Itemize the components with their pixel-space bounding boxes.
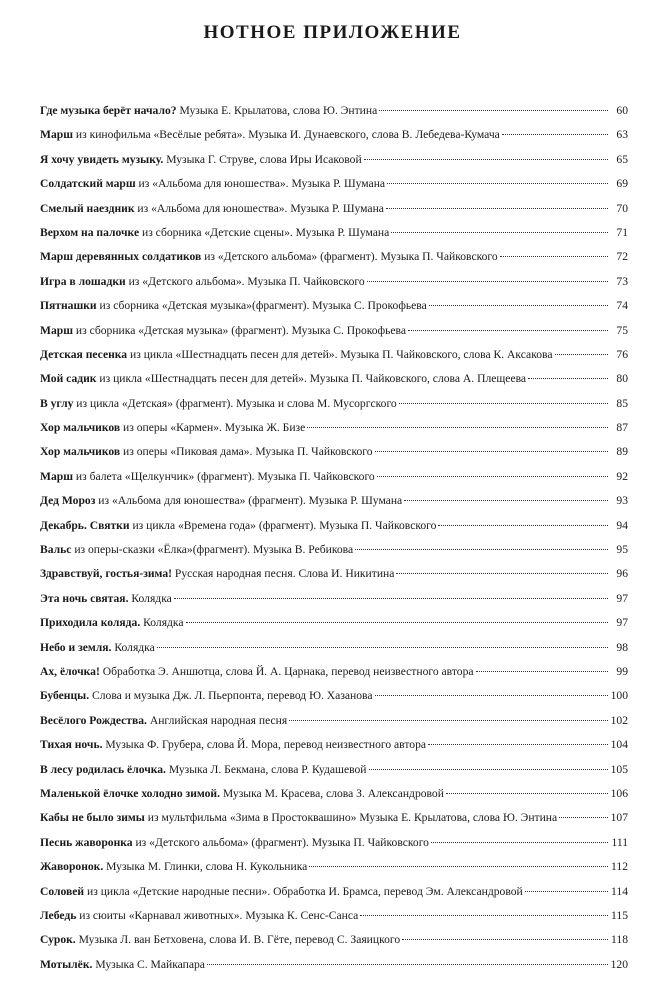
toc-entry-description: из сборника «Детские сцены». Музыка Р. Шумана bbox=[139, 225, 390, 239]
toc-entry-description: из сборника «Детская музыка» (фрагмент). Музыка С. Прокофьева bbox=[72, 323, 407, 337]
toc-entry-title bbox=[40, 226, 389, 239]
toc-entry-description: из «Альбома для юношества». Музыка Р. Шумана bbox=[135, 177, 386, 191]
dot-leader bbox=[446, 793, 608, 794]
dot-leader bbox=[207, 964, 608, 965]
toc-entry bbox=[40, 714, 628, 738]
page-number: 92 bbox=[616, 469, 628, 483]
toc-entry-bold-title: Марш bbox=[40, 469, 73, 483]
toc-entry-title bbox=[40, 787, 444, 800]
toc-entry-title bbox=[40, 348, 553, 361]
toc-entry-bold-title: Эта ночь святая. bbox=[40, 591, 129, 605]
toc-entry-title bbox=[40, 689, 373, 702]
page-number: 89 bbox=[616, 445, 628, 459]
toc-entry-title bbox=[40, 958, 205, 971]
dot-leader bbox=[157, 647, 608, 648]
toc-entry-description: из сюиты «Карнавал животных». Музыка К. Сенс-Санса bbox=[76, 908, 359, 922]
toc-entry-bold-title: Приходила коляда. bbox=[40, 616, 141, 630]
page-number: 70 bbox=[616, 201, 628, 215]
toc-entry-bold-title: В углу bbox=[40, 396, 74, 410]
toc-entry-bold-title: Марш bbox=[40, 128, 73, 142]
dot-leader bbox=[402, 939, 608, 940]
toc-entry-description: из цикла «Времена года» (фрагмент). Музыка П. Чайковского bbox=[129, 518, 437, 532]
toc-entry bbox=[40, 104, 628, 128]
toc-entry-description: Английская народная песня bbox=[146, 713, 288, 727]
toc-entry bbox=[40, 153, 628, 177]
toc-entry-description: из цикла «Детская» (фрагмент). Музыка и слова М. Мусоргского bbox=[73, 396, 397, 410]
dot-leader bbox=[429, 305, 608, 306]
page-number: 93 bbox=[616, 494, 628, 508]
page-number: 94 bbox=[616, 518, 628, 532]
page-number: 63 bbox=[616, 128, 628, 142]
toc-entry-description: из «Альбома для юношества» (фрагмент). Музыка Р. Шумана bbox=[95, 494, 403, 508]
dot-leader bbox=[555, 354, 608, 355]
dot-leader bbox=[369, 769, 609, 770]
dot-leader bbox=[375, 451, 608, 452]
page-number: 115 bbox=[611, 908, 628, 922]
page-number: 73 bbox=[616, 274, 628, 288]
toc-entry-title bbox=[40, 299, 427, 312]
toc-entry bbox=[40, 641, 628, 665]
page-number: 97 bbox=[616, 591, 628, 605]
toc-entry-title bbox=[40, 324, 406, 337]
toc-entry-title bbox=[40, 494, 402, 507]
toc-entry-description: из «Альбома для юношества». Музыка Р. Шумана bbox=[134, 201, 384, 215]
page-number: 102 bbox=[610, 713, 628, 727]
toc-entry-bold-title: Тихая ночь. bbox=[40, 738, 103, 752]
toc-entry-description: Обработка Э. Аншютца, слова Й. А. Царнака, перевод неизвестного автора bbox=[99, 664, 474, 678]
page-number: 114 bbox=[611, 884, 628, 898]
dot-leader bbox=[476, 671, 608, 672]
toc-entry bbox=[40, 348, 628, 372]
toc-entry bbox=[40, 787, 628, 811]
toc-entry-bold-title: Здравствуй, гостья-зима! bbox=[40, 567, 173, 581]
toc-entry-bold-title: Игра в лошадки bbox=[40, 274, 126, 288]
dot-leader bbox=[528, 378, 608, 379]
toc-entry bbox=[40, 324, 628, 348]
toc-entry-title bbox=[40, 860, 307, 873]
toc-entry-title bbox=[40, 445, 373, 458]
toc-entry-description: Музыка М. Красева, слова З. Александровой bbox=[220, 786, 444, 800]
toc-entry-bold-title: Хор мальчиков bbox=[40, 421, 121, 435]
toc-entry-bold-title: Жаворонок. bbox=[40, 860, 104, 874]
dot-leader bbox=[375, 695, 608, 696]
toc-entry-title bbox=[40, 275, 365, 288]
dot-leader bbox=[408, 330, 608, 331]
toc-entry-description: Музыка Е. Крылатова, слова Ю. Энтина bbox=[176, 104, 378, 117]
dot-leader bbox=[525, 891, 608, 892]
dot-leader bbox=[404, 500, 608, 501]
page-number: 85 bbox=[616, 396, 628, 410]
toc-entry-bold-title: Солдатский марш bbox=[40, 177, 136, 191]
dot-leader bbox=[559, 817, 608, 818]
toc-entry-bold-title: Соловей bbox=[40, 884, 85, 898]
toc-entry-bold-title: Детская песенка bbox=[40, 347, 128, 361]
page-number: 112 bbox=[611, 860, 628, 874]
toc-entry bbox=[40, 811, 628, 835]
dot-leader bbox=[399, 403, 608, 404]
toc-entry bbox=[40, 885, 628, 909]
toc-entry-description: из оперы «Пиковая дама». Музыка П. Чайковского bbox=[120, 445, 373, 459]
toc-entry-description: из цикла «Детские народные песни». Обработка И. Брамса, перевод Эм. Александровой bbox=[84, 884, 523, 898]
table-of-contents bbox=[40, 104, 628, 982]
toc-entry-title bbox=[40, 933, 400, 946]
toc-entry-bold-title: Верхом на палочке bbox=[40, 225, 140, 239]
toc-entry-description: Музыка Г. Струве, слова Иры Исаковой bbox=[163, 152, 362, 166]
toc-entry-description: Слова и музыка Дж. Л. Пьерпонта, перевод Ю. Хазанова bbox=[89, 689, 373, 703]
toc-entry bbox=[40, 445, 628, 469]
page-number: 71 bbox=[616, 225, 628, 239]
dot-leader bbox=[438, 525, 608, 526]
toc-entry-description: Колядка bbox=[128, 591, 172, 605]
toc-entry bbox=[40, 763, 628, 787]
page-number: 69 bbox=[616, 177, 628, 191]
toc-entry-description: Музыка М. Глинки, слова Н. Кукольника bbox=[103, 860, 308, 874]
toc-entry-description: из цикла «Шестнадцать песен для детей». Музыка П. Чайковского, слова К. Аксакова bbox=[127, 347, 553, 361]
page-number: 98 bbox=[616, 640, 628, 654]
toc-entry-bold-title: Марш деревянных солдатиков bbox=[40, 250, 202, 264]
dot-leader bbox=[431, 842, 608, 843]
toc-entry-description: из цикла «Шестнадцать песен для детей». Музыка П. Чайковского, слова А. Плещеева bbox=[96, 372, 527, 386]
toc-entry-description: Колядка bbox=[140, 616, 184, 630]
toc-entry-bold-title: Маленькой ёлочке холодно зимой. bbox=[40, 786, 220, 800]
dot-leader bbox=[174, 598, 608, 599]
dot-leader bbox=[355, 549, 608, 550]
page-number: 65 bbox=[616, 152, 628, 166]
page-title: НОТНОЕ ПРИЛОЖЕНИЕ bbox=[203, 22, 462, 43]
toc-entry-description: Русская народная песня. Слова И. Никитина bbox=[172, 567, 395, 581]
dot-leader bbox=[289, 720, 608, 721]
toc-entry-title bbox=[40, 567, 394, 580]
page-number: 60 bbox=[616, 104, 628, 117]
dot-leader bbox=[377, 476, 608, 477]
toc-entry-title bbox=[40, 372, 526, 385]
toc-entry-description: из оперы-сказки «Ёлка»(фрагмент). Музыка В. Ребикова bbox=[71, 543, 354, 557]
toc-entry-bold-title: Я хочу увидеть музыку. bbox=[40, 152, 164, 166]
toc-entry-bold-title: Вальс bbox=[40, 543, 72, 557]
toc-entry-description: из мультфильма «Зима в Простоквашино» Музыка Е. Крылатова, слова Ю. Энтина bbox=[144, 811, 558, 825]
toc-entry-description: из «Детского альбома» (фрагмент). Музыка П. Чайковского bbox=[132, 835, 429, 849]
toc-entry-title bbox=[40, 202, 384, 215]
toc-entry bbox=[40, 397, 628, 421]
toc-entry-description: из оперы «Кармен». Музыка Ж. Бизе bbox=[120, 421, 306, 435]
toc-entry-title bbox=[40, 811, 557, 824]
toc-entry bbox=[40, 836, 628, 860]
toc-entry bbox=[40, 592, 628, 616]
page-number: 107 bbox=[610, 811, 628, 825]
page-number: 95 bbox=[616, 543, 628, 557]
toc-entry-description: из кинофильма «Весёлые ребята». Музыка И. Дунаевского, слова В. Лебедева-Кумача bbox=[72, 128, 500, 142]
toc-entry-bold-title: Ах, ёлочка! bbox=[40, 664, 100, 678]
page-number: 99 bbox=[616, 664, 628, 678]
page-number: 76 bbox=[616, 347, 628, 361]
toc-entry bbox=[40, 543, 628, 567]
toc-entry bbox=[40, 202, 628, 226]
toc-entry-description: Музыка Л. ван Бетховена, слова И. В. Гёте, перевод С. Заяицкого bbox=[75, 933, 401, 947]
toc-entry-description: из «Детского альбома» (фрагмент). Музыка П. Чайковского bbox=[201, 250, 498, 264]
toc-entry-bold-title: Сурок. bbox=[40, 933, 76, 947]
page-number: 96 bbox=[616, 567, 628, 581]
toc-entry-title bbox=[40, 616, 184, 629]
toc-entry-bold-title: Хор мальчиков bbox=[40, 445, 121, 459]
toc-entry bbox=[40, 226, 628, 250]
toc-entry-title bbox=[40, 885, 523, 898]
dot-leader bbox=[502, 134, 608, 135]
dot-leader bbox=[396, 573, 608, 574]
page-number: 87 bbox=[616, 421, 628, 435]
dot-leader bbox=[379, 110, 608, 111]
toc-entry-title bbox=[40, 543, 353, 556]
toc-entry-bold-title: Весёлого Рождества. bbox=[40, 713, 147, 727]
page-number: 80 bbox=[616, 372, 628, 386]
toc-entry-title bbox=[40, 153, 362, 166]
toc-entry-bold-title: В лесу родилась ёлочка. bbox=[40, 762, 166, 776]
toc-entry bbox=[40, 372, 628, 396]
toc-entry-title bbox=[40, 519, 436, 532]
toc-entry bbox=[40, 177, 628, 201]
toc-entry-title bbox=[40, 470, 375, 483]
dot-leader bbox=[387, 183, 608, 184]
toc-entry-bold-title: Небо и земля. bbox=[40, 640, 112, 654]
toc-entry-description: Колядка bbox=[111, 640, 155, 654]
toc-entry bbox=[40, 494, 628, 518]
toc-entry-bold-title: Смелый наездник bbox=[40, 201, 135, 215]
dot-leader bbox=[500, 256, 608, 257]
toc-entry-title bbox=[40, 714, 287, 727]
toc-entry-bold-title: Бубенцы. bbox=[40, 689, 90, 703]
toc-entry-title bbox=[40, 665, 474, 678]
toc-entry bbox=[40, 860, 628, 884]
page-number: 100 bbox=[610, 689, 628, 703]
toc-entry-title bbox=[40, 397, 397, 410]
toc-entry-description: из «Детского альбома». Музыка П. Чайковского bbox=[125, 274, 365, 288]
page-number: 105 bbox=[610, 762, 628, 776]
toc-entry-description: Музыка Л. Бекмана, слова Р. Кудашевой bbox=[165, 762, 367, 776]
dot-leader bbox=[367, 281, 608, 282]
toc-entry bbox=[40, 470, 628, 494]
page-number: 120 bbox=[610, 957, 628, 971]
toc-entry-bold-title: Лебедь bbox=[40, 908, 77, 922]
toc-entry-title bbox=[40, 909, 358, 922]
toc-entry bbox=[40, 275, 628, 299]
toc-entry-title bbox=[40, 250, 498, 263]
toc-entry-bold-title: Где музыка берёт начало? bbox=[40, 104, 177, 117]
toc-entry bbox=[40, 958, 628, 982]
toc-entry-title bbox=[40, 104, 377, 117]
toc-entry bbox=[40, 128, 628, 152]
toc-entry bbox=[40, 250, 628, 274]
toc-entry-bold-title: Мотылёк. bbox=[40, 957, 93, 971]
page-number: 74 bbox=[616, 299, 628, 313]
toc-entry-bold-title: Дед Мороз bbox=[40, 494, 96, 508]
toc-entry-bold-title: Мой садик bbox=[40, 372, 97, 386]
toc-entry-title bbox=[40, 641, 155, 654]
page-number: 97 bbox=[616, 616, 628, 630]
toc-entry bbox=[40, 421, 628, 445]
dot-leader bbox=[360, 915, 608, 916]
page-number: 72 bbox=[616, 250, 628, 264]
toc-entry-title bbox=[40, 836, 429, 849]
dot-leader bbox=[364, 159, 608, 160]
toc-entry-title bbox=[40, 763, 367, 776]
toc-entry bbox=[40, 299, 628, 323]
toc-entry bbox=[40, 689, 628, 713]
dot-leader bbox=[186, 622, 608, 623]
dot-leader bbox=[428, 744, 608, 745]
dot-leader bbox=[309, 866, 608, 867]
toc-entry bbox=[40, 665, 628, 689]
toc-entry bbox=[40, 519, 628, 543]
toc-entry-bold-title: Пятнашки bbox=[40, 299, 97, 313]
page-number: 111 bbox=[611, 835, 628, 849]
dot-leader bbox=[307, 427, 608, 428]
toc-entry-bold-title: Марш bbox=[40, 323, 73, 337]
toc-entry bbox=[40, 616, 628, 640]
toc-entry bbox=[40, 933, 628, 957]
toc-entry bbox=[40, 738, 628, 762]
toc-entry-description: Музыка Ф. Грубера, слова Й. Мора, перевод неизвестного автора bbox=[102, 738, 427, 752]
toc-entry-bold-title: Декабрь. Святки bbox=[40, 518, 130, 532]
toc-entry bbox=[40, 567, 628, 591]
page-number: 75 bbox=[616, 323, 628, 337]
dot-leader bbox=[391, 232, 608, 233]
toc-entry-description: из сборника «Детская музыка»(фрагмент). Музыка С. Прокофьева bbox=[96, 299, 427, 313]
toc-entry-bold-title: Песнь жаворонка bbox=[40, 835, 133, 849]
toc-entry-description: Музыка С. Майкапара bbox=[92, 957, 205, 971]
page-number: 104 bbox=[610, 738, 628, 752]
toc-entry-title bbox=[40, 177, 385, 190]
toc-entry-title bbox=[40, 738, 426, 751]
toc-entry-bold-title: Кабы не было зимы bbox=[40, 811, 145, 825]
toc-entry-title bbox=[40, 128, 500, 141]
toc-entry-title bbox=[40, 421, 305, 434]
toc-entry-title bbox=[40, 592, 172, 605]
dot-leader bbox=[386, 208, 608, 209]
page-number: 118 bbox=[611, 933, 628, 947]
page-number: 106 bbox=[610, 786, 628, 800]
toc-entry-description: из балета «Щелкунчик» (фрагмент). Музыка П. Чайковского bbox=[72, 469, 375, 483]
toc-entry bbox=[40, 909, 628, 933]
